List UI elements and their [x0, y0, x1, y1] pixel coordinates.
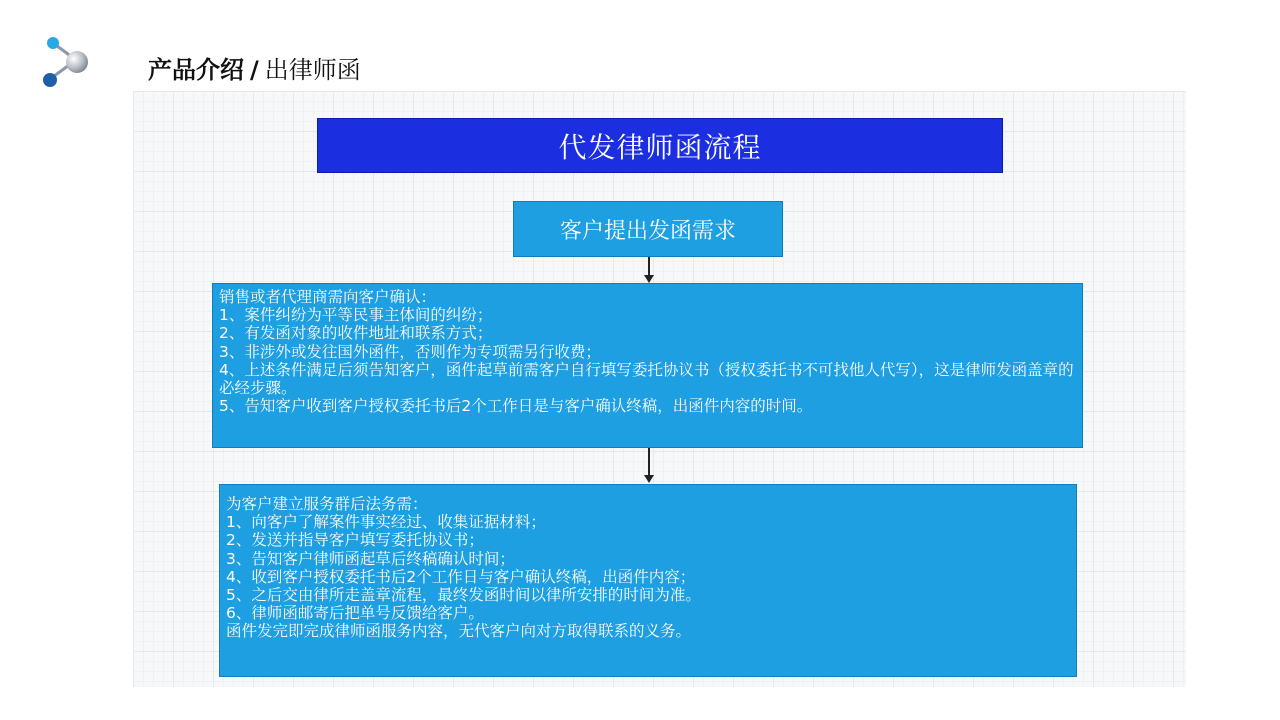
page-title [148, 50, 361, 85]
sales-confirm-box [212, 283, 1083, 448]
arrow-1-line [648, 257, 650, 277]
step-client-request-box: 客户提出发函需求 [513, 201, 783, 257]
box-b-line: 3、告知客户律师函起草后终稿确认时间； [226, 549, 515, 568]
box-a-line: 销售或者代理商需向客户确认： [219, 288, 437, 306]
molecule-logo-icon [40, 36, 100, 96]
arrow-1-head-icon [644, 275, 654, 283]
title-separator: / [250, 56, 259, 84]
diagram-canvas [133, 91, 1186, 687]
box-b-line: 函件发完即完成律师函服务内容，无代客户向对方取得联系的义务。 [226, 622, 692, 641]
box-a-line: 4、上述条件满足后须告知客户，函件起草前需客户自行填写委托协议书（授权委托书不可找他人代写），这是律师发函盖章的必经步骤。 [219, 360, 1074, 398]
arrow-2-line [648, 448, 650, 476]
box-a-line: 1、案件纠纷为平等民事主体间的纠纷； [219, 306, 493, 325]
box-b-line: 1、向客户了解案件事实经过、收集证据材料； [226, 513, 546, 532]
box-b-line: 为客户建立服务群后法务需： [226, 495, 428, 513]
box-b-line: 5、之后交由律所走盖章流程，最终发函时间以律所安排的时间为准。 [226, 586, 701, 605]
title-sub: 出律师函 [264, 56, 361, 84]
legal-service-box [219, 484, 1077, 677]
box-a-line: 2、有发函对象的收件地址和联系方式； [219, 324, 493, 343]
flow-title-box: 代发律师函流程 [317, 118, 1003, 173]
box-a-line: 5、告知客户收到客户授权委托书后2个工作日是与客户确认终稿，出函件内容的时间。 [219, 397, 813, 416]
arrow-2-head-icon [644, 475, 654, 483]
box-b-line: 6、律师函邮寄后把单号反馈给客户。 [226, 604, 484, 623]
page-header [40, 36, 540, 96]
box-a-line: 3、非涉外或发往国外函件，否则作为专项需另行收费； [219, 342, 601, 361]
box-b-line: 4、收到客户授权委托书后2个工作日与客户确认终稿，出函件内容； [226, 567, 696, 586]
box-b-line: 2、发送并指导客户填写委托协议书； [226, 531, 484, 550]
title-strong: 产品介绍 [148, 56, 244, 84]
